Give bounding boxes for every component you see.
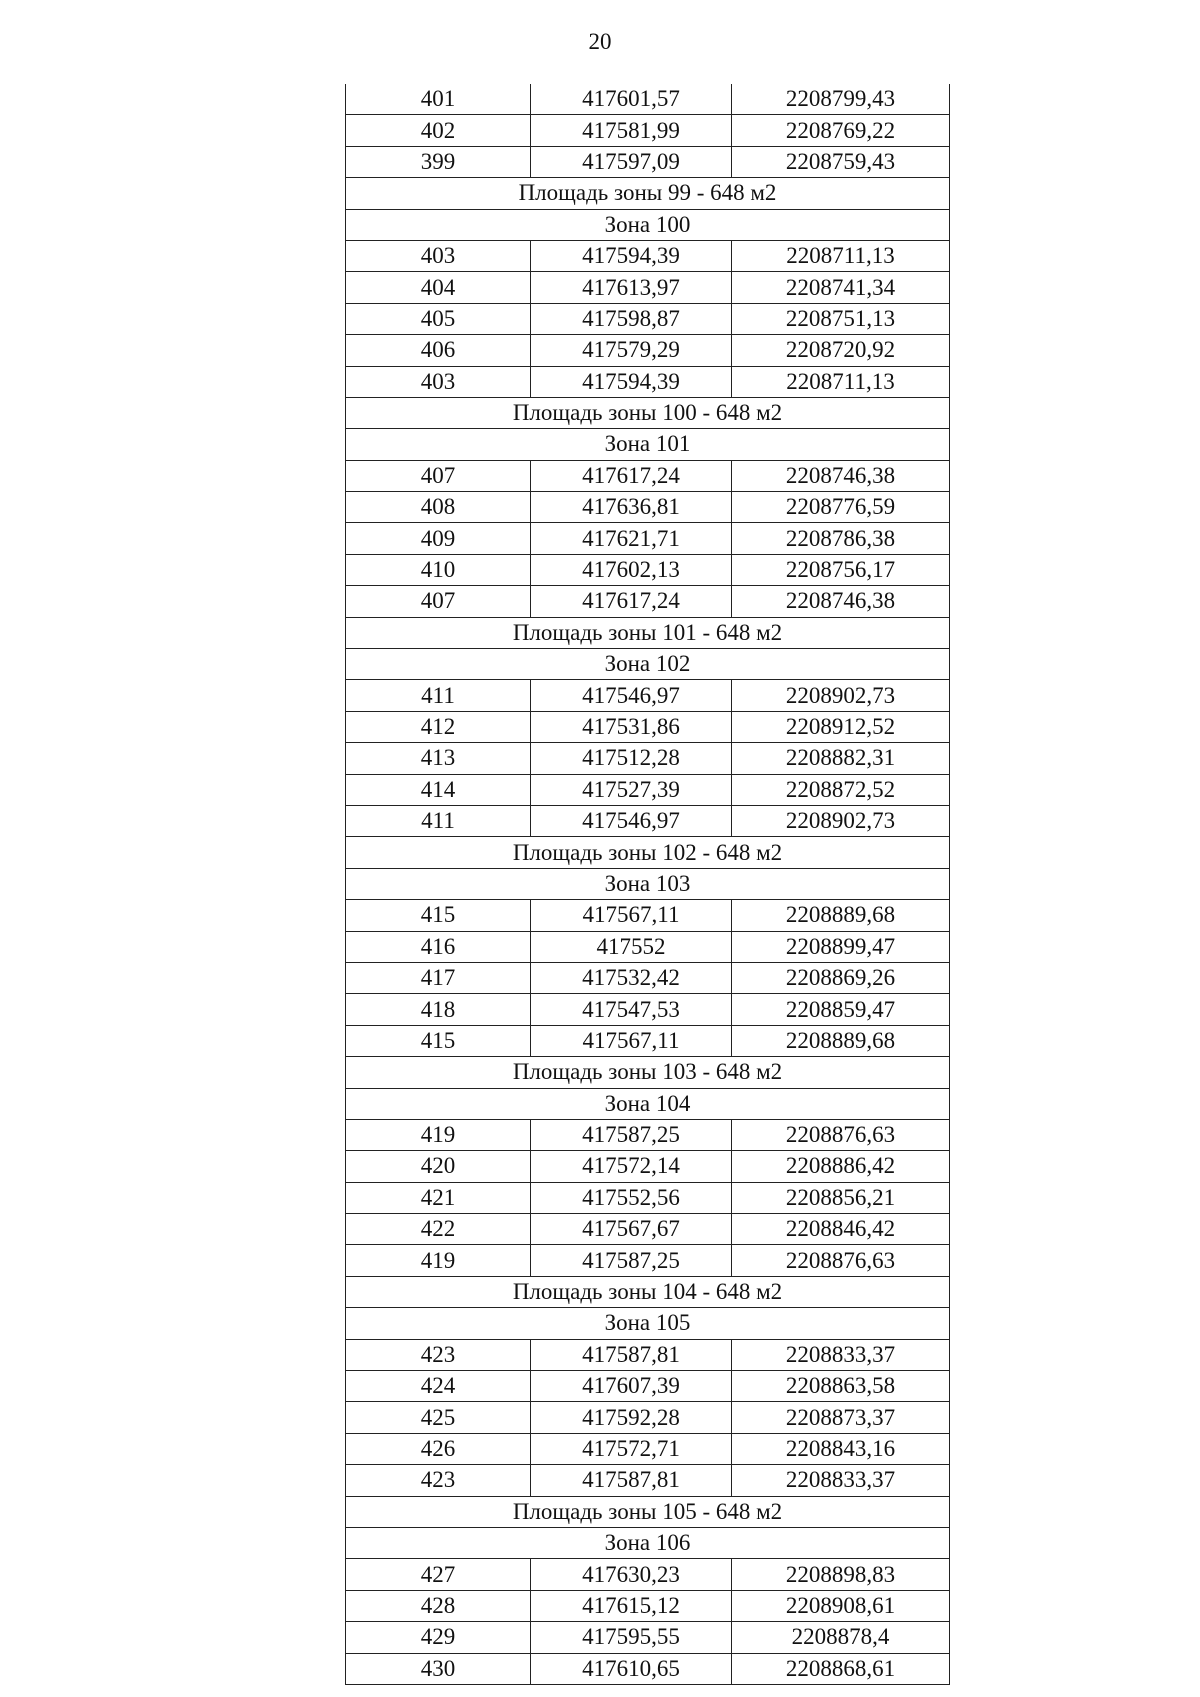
point-number-cell: 422 [346,1214,531,1245]
y-coordinate-cell: 2208799,43 [732,84,950,115]
zone-header-row [346,209,950,240]
zone-title: Зона 103 [346,868,950,899]
x-coordinate-cell: 417546,97 [531,680,732,711]
coordinate-row [346,805,950,836]
x-coordinate-cell: 417587,25 [531,1245,732,1276]
zone-header-row [346,1527,950,1558]
coordinate-row [346,586,950,617]
point-number-cell: 416 [346,931,531,962]
zone-area-label: Площадь зоны 103 - 648 м2 [346,1057,950,1088]
y-coordinate-cell: 2208899,47 [732,931,950,962]
y-coordinate-cell: 2208711,13 [732,366,950,397]
zone-title: Зона 102 [346,649,950,680]
point-number-cell: 415 [346,900,531,931]
point-number-cell: 429 [346,1622,531,1653]
point-number-cell: 419 [346,1245,531,1276]
coordinate-row [346,931,950,962]
coordinate-row [346,460,950,491]
y-coordinate-cell: 2208746,38 [732,586,950,617]
y-coordinate-cell: 2208912,52 [732,711,950,742]
zone-area-row [346,837,950,868]
x-coordinate-cell: 417613,97 [531,272,732,303]
zone-area-label: Площадь зоны 102 - 648 м2 [346,837,950,868]
x-coordinate-cell: 417531,86 [531,711,732,742]
coordinate-row [346,1402,950,1433]
point-number-cell: 428 [346,1590,531,1621]
x-coordinate-cell: 417512,28 [531,743,732,774]
x-coordinate-cell: 417579,29 [531,335,732,366]
coordinate-row [346,1339,950,1370]
coordinate-row [346,146,950,177]
x-coordinate-cell: 417527,39 [531,774,732,805]
y-coordinate-cell: 2208711,13 [732,240,950,271]
point-number-cell: 399 [346,146,531,177]
coordinate-row [346,994,950,1025]
x-coordinate-cell: 417587,81 [531,1465,732,1496]
point-number-cell: 406 [346,335,531,366]
x-coordinate-cell: 417572,71 [531,1433,732,1464]
point-number-cell: 401 [346,84,531,115]
coordinate-row [346,84,950,115]
coordinate-row [346,1433,950,1464]
y-coordinate-cell: 2208873,37 [732,1402,950,1433]
coordinate-row [346,711,950,742]
x-coordinate-cell: 417598,87 [531,303,732,334]
y-coordinate-cell: 2208859,47 [732,994,950,1025]
x-coordinate-cell: 417594,39 [531,240,732,271]
zone-title: Зона 100 [346,209,950,240]
coordinate-row [346,335,950,366]
point-number-cell: 402 [346,115,531,146]
point-number-cell: 415 [346,1025,531,1056]
point-number-cell: 423 [346,1465,531,1496]
coordinate-row [346,1559,950,1590]
zone-area-row [346,1496,950,1527]
point-number-cell: 418 [346,994,531,1025]
point-number-cell: 421 [346,1182,531,1213]
y-coordinate-cell: 2208876,63 [732,1119,950,1150]
coordinate-row [346,900,950,931]
x-coordinate-cell: 417581,99 [531,115,732,146]
point-number-cell: 409 [346,523,531,554]
y-coordinate-cell: 2208876,63 [732,1245,950,1276]
zone-area-row [346,397,950,428]
x-coordinate-cell: 417592,28 [531,1402,732,1433]
y-coordinate-cell: 2208856,21 [732,1182,950,1213]
y-coordinate-cell: 2208868,61 [732,1653,950,1684]
coordinate-row [346,743,950,774]
y-coordinate-cell: 2208886,42 [732,1151,950,1182]
x-coordinate-cell: 417617,24 [531,460,732,491]
x-coordinate-cell: 417607,39 [531,1371,732,1402]
x-coordinate-cell: 417532,42 [531,962,732,993]
point-number-cell: 427 [346,1559,531,1590]
x-coordinate-cell: 417610,65 [531,1653,732,1684]
coordinate-row [346,1214,950,1245]
x-coordinate-cell: 417587,25 [531,1119,732,1150]
coordinate-row [346,366,950,397]
point-number-cell: 423 [346,1339,531,1370]
zone-header-row [346,429,950,460]
x-coordinate-cell: 417617,24 [531,586,732,617]
zone-title: Зона 105 [346,1308,950,1339]
coordinate-row [346,1025,950,1056]
point-number-cell: 407 [346,460,531,491]
y-coordinate-cell: 2208869,26 [732,962,950,993]
point-number-cell: 425 [346,1402,531,1433]
zone-header-row [346,649,950,680]
zone-title: Зона 101 [346,429,950,460]
x-coordinate-cell: 417552 [531,931,732,962]
coordinate-row [346,680,950,711]
x-coordinate-cell: 417567,11 [531,1025,732,1056]
point-number-cell: 405 [346,303,531,334]
x-coordinate-cell: 417621,71 [531,523,732,554]
point-number-cell: 411 [346,805,531,836]
x-coordinate-cell: 417546,97 [531,805,732,836]
coordinate-row [346,523,950,554]
zone-area-label: Площадь зоны 100 - 648 м2 [346,397,950,428]
coordinate-row [346,115,950,146]
point-number-cell: 407 [346,586,531,617]
coordinate-row [346,554,950,585]
coordinate-row [346,774,950,805]
zone-area-label: Площадь зоны 101 - 648 м2 [346,617,950,648]
y-coordinate-cell: 2208843,16 [732,1433,950,1464]
point-number-cell: 408 [346,492,531,523]
coordinate-row [346,1653,950,1684]
coordinate-row [346,1151,950,1182]
coordinate-row [346,240,950,271]
y-coordinate-cell: 2208833,37 [732,1465,950,1496]
x-coordinate-cell: 417601,57 [531,84,732,115]
coordinate-row [346,1465,950,1496]
zone-header-row [346,1308,950,1339]
y-coordinate-cell: 2208720,92 [732,335,950,366]
y-coordinate-cell: 2208872,52 [732,774,950,805]
point-number-cell: 417 [346,962,531,993]
x-coordinate-cell: 417594,39 [531,366,732,397]
point-number-cell: 412 [346,711,531,742]
point-number-cell: 411 [346,680,531,711]
x-coordinate-cell: 417572,14 [531,1151,732,1182]
y-coordinate-cell: 2208846,42 [732,1214,950,1245]
coordinate-row [346,492,950,523]
point-number-cell: 426 [346,1433,531,1464]
x-coordinate-cell: 417567,67 [531,1214,732,1245]
point-number-cell: 413 [346,743,531,774]
coordinate-row [346,1119,950,1150]
y-coordinate-cell: 2208882,31 [732,743,950,774]
x-coordinate-cell: 417636,81 [531,492,732,523]
x-coordinate-cell: 417630,23 [531,1559,732,1590]
point-number-cell: 420 [346,1151,531,1182]
x-coordinate-cell: 417615,12 [531,1590,732,1621]
zone-area-label: Площадь зоны 105 - 648 м2 [346,1496,950,1527]
y-coordinate-cell: 2208863,58 [732,1371,950,1402]
coordinate-row [346,1371,950,1402]
zone-area-row [346,617,950,648]
x-coordinate-cell: 417602,13 [531,554,732,585]
coordinate-row [346,272,950,303]
zone-header-row [346,1088,950,1119]
y-coordinate-cell: 2208759,43 [732,146,950,177]
point-number-cell: 410 [346,554,531,585]
y-coordinate-cell: 2208889,68 [732,1025,950,1056]
y-coordinate-cell: 2208889,68 [732,900,950,931]
x-coordinate-cell: 417567,11 [531,900,732,931]
y-coordinate-cell: 2208833,37 [732,1339,950,1370]
coordinate-row [346,1245,950,1276]
x-coordinate-cell: 417597,09 [531,146,732,177]
y-coordinate-cell: 2208786,38 [732,523,950,554]
y-coordinate-cell: 2208776,59 [732,492,950,523]
y-coordinate-cell: 2208902,73 [732,805,950,836]
zone-title: Зона 106 [346,1527,950,1558]
page-number: 20 [588,29,612,54]
x-coordinate-cell: 417547,53 [531,994,732,1025]
point-number-cell: 430 [346,1653,531,1684]
coordinate-row [346,1622,950,1653]
zone-title: Зона 104 [346,1088,950,1119]
zone-area-label: Площадь зоны 104 - 648 м2 [346,1276,950,1307]
y-coordinate-cell: 2208756,17 [732,554,950,585]
point-number-cell: 424 [346,1371,531,1402]
point-number-cell: 403 [346,366,531,397]
y-coordinate-cell: 2208751,13 [732,303,950,334]
y-coordinate-cell: 2208878,4 [732,1622,950,1653]
point-number-cell: 403 [346,240,531,271]
y-coordinate-cell: 2208769,22 [732,115,950,146]
zone-area-label: Площадь зоны 99 - 648 м2 [346,178,950,209]
point-number-cell: 404 [346,272,531,303]
zone-area-row [346,1276,950,1307]
zone-area-row [346,1057,950,1088]
coordinates-table [345,84,950,1685]
zone-area-row [346,178,950,209]
coordinate-row [346,962,950,993]
y-coordinate-cell: 2208741,34 [732,272,950,303]
coordinate-row [346,1182,950,1213]
zone-header-row [346,868,950,899]
x-coordinate-cell: 417552,56 [531,1182,732,1213]
y-coordinate-cell: 2208902,73 [732,680,950,711]
coordinates-table-body [346,84,950,1684]
coordinate-row [346,1590,950,1621]
x-coordinate-cell: 417595,55 [531,1622,732,1653]
x-coordinate-cell: 417587,81 [531,1339,732,1370]
y-coordinate-cell: 2208746,38 [732,460,950,491]
y-coordinate-cell: 2208908,61 [732,1590,950,1621]
point-number-cell: 419 [346,1119,531,1150]
coordinate-row [346,303,950,334]
point-number-cell: 414 [346,774,531,805]
y-coordinate-cell: 2208898,83 [732,1559,950,1590]
